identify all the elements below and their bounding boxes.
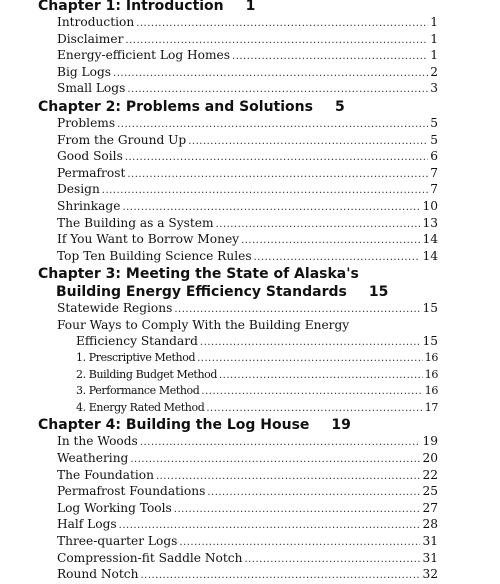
toc-entry-title: Shrinkage — [57, 198, 121, 213]
chapter-heading — [0, 0, 500, 15]
toc-entry — [76, 350, 438, 367]
toc-entry-title: From the Ground Up — [57, 132, 187, 147]
toc-entry-page: 15 — [422, 301, 438, 316]
toc-entry-title: Introduction — [57, 15, 135, 29]
chapter-heading — [0, 99, 500, 116]
dot-leader — [206, 401, 422, 417]
toc-entry-title: 3. Performance Method — [76, 384, 200, 398]
chapter-title: Chapter 2: Problems and Solutions — [38, 98, 313, 115]
toc-entry — [57, 501, 438, 518]
toc-entry — [76, 334, 438, 351]
dot-leader — [219, 368, 423, 384]
dot-leader — [130, 452, 420, 468]
toc-entry-title: 1. Prescriptive Method — [76, 351, 196, 365]
toc-entry-page: 27 — [422, 500, 438, 515]
dot-leader — [136, 16, 428, 32]
toc-entry-page: 16 — [424, 384, 438, 398]
toc-entry-title: Disclaimer — [57, 31, 124, 46]
toc-entry-title: Problems — [57, 115, 116, 130]
toc-entry-page: 19 — [422, 434, 438, 449]
dot-leader — [241, 233, 420, 249]
toc-entry-page: 14 — [422, 248, 438, 263]
toc-entry — [57, 65, 438, 82]
toc-entry-title: Half Logs — [57, 517, 117, 532]
dot-leader — [125, 33, 428, 49]
dot-leader — [127, 167, 428, 183]
chapter-title-line-1: Chapter 3: Meeting the State of Alaska's — [38, 266, 359, 283]
dot-leader — [140, 435, 421, 451]
toc-entry — [57, 434, 438, 451]
dot-leader — [174, 302, 420, 318]
dot-leader — [216, 217, 421, 233]
toc-entry — [76, 367, 438, 384]
toc-entry-page: 1 — [430, 48, 438, 63]
toc-entry — [57, 15, 438, 32]
dot-leader — [201, 384, 422, 400]
toc-entry-title: In the Woods — [57, 434, 138, 449]
toc-entry-page: 13 — [422, 215, 438, 230]
toc-entry — [57, 216, 438, 233]
toc-entry-title: Top Ten Building Science Rules — [57, 248, 252, 263]
chapter-heading-continued — [0, 284, 500, 301]
toc-entry-page: 6 — [430, 149, 438, 164]
toc-entry — [57, 318, 438, 334]
toc-entry — [57, 551, 438, 568]
toc-entry-title: Weathering — [57, 451, 129, 466]
toc-entry — [57, 149, 438, 166]
dot-leader — [117, 117, 428, 133]
toc-entry-page: 2 — [430, 64, 438, 79]
toc-entry — [57, 199, 438, 216]
dot-leader — [119, 518, 421, 534]
chapter-heading — [0, 266, 500, 283]
dot-leader — [127, 82, 428, 98]
toc-entry-title: Log Working Tools — [57, 500, 172, 515]
chapter-page-number: 1 — [245, 0, 256, 14]
chapter-heading — [0, 417, 500, 434]
dot-leader — [200, 335, 421, 351]
toc-entry-title: Statewide Regions — [57, 301, 173, 316]
toc-entry-title: Design — [57, 182, 100, 197]
toc-entry-page: 10 — [422, 198, 438, 213]
toc-entry — [57, 567, 438, 584]
dot-leader — [244, 552, 420, 568]
toc-entry — [57, 249, 438, 266]
toc-entry — [76, 400, 438, 417]
toc-entry-page: 25 — [422, 484, 438, 499]
toc-entry-title: Four Ways to Comply With the Building Energy — [57, 317, 350, 332]
toc-entry — [57, 517, 438, 534]
toc-entry — [57, 116, 438, 133]
toc-entry — [57, 301, 438, 318]
toc-entry-title: If You Want to Borrow Money — [57, 232, 240, 247]
toc-entry-page: 7 — [430, 182, 438, 197]
chapter-page-number: 15 — [368, 284, 389, 301]
chapter-page-number: 5 — [334, 98, 345, 115]
toc-entry-page: 31 — [422, 534, 438, 549]
toc-entry-page: 3 — [430, 81, 438, 96]
toc-entry — [57, 166, 438, 183]
toc-entry-title: Good Soils — [57, 149, 123, 164]
toc-entry-page: 5 — [430, 115, 438, 130]
toc-entry — [57, 484, 438, 501]
toc-entry-page: 20 — [422, 451, 438, 466]
toc-entry-title: The Building as a System — [57, 215, 214, 230]
dot-leader — [174, 502, 421, 518]
toc-entry — [57, 32, 438, 49]
toc-entry-title: Efficiency Standard — [76, 333, 198, 348]
toc-entry-page: 1 — [430, 31, 438, 46]
dot-leader — [179, 535, 420, 551]
toc-entry-title: Permafrost — [57, 165, 126, 180]
toc-entry-page: 32 — [422, 567, 438, 582]
dot-leader — [156, 469, 421, 485]
toc-entry — [57, 182, 438, 199]
toc-entry — [57, 468, 438, 485]
toc-entry-title: Compression-fit Saddle Notch — [57, 550, 243, 565]
dot-leader — [207, 485, 420, 501]
toc-entry-title: Permafrost Foundations — [57, 484, 206, 499]
toc-entry-page: 7 — [430, 165, 438, 180]
toc-entry-page: 5 — [430, 132, 438, 147]
toc-entry-title: 4. Energy Rated Method — [76, 400, 205, 414]
toc-entry — [57, 48, 438, 65]
toc-entry-title: Round Notch — [57, 567, 139, 582]
chapter-title-line-2: Building Energy Efficiency Standards — [56, 284, 347, 301]
dot-leader — [188, 134, 428, 150]
toc-entry-page: 28 — [422, 517, 438, 532]
toc-entry-title: Small Logs — [57, 81, 126, 96]
chapter-title: Chapter 1: Introduction — [38, 0, 224, 14]
toc-entry-page: 1 — [430, 15, 438, 29]
toc-entry-title: The Foundation — [57, 467, 154, 482]
toc-entry-page: 31 — [422, 550, 438, 565]
toc-entry — [76, 383, 438, 400]
dot-leader — [122, 200, 420, 216]
toc-entry-page: 17 — [424, 400, 438, 414]
toc-entry — [57, 133, 438, 150]
toc-entry-page: 16 — [424, 367, 438, 381]
dot-leader — [197, 351, 423, 367]
toc-entry-page: 16 — [424, 351, 438, 365]
toc-entry-page: 22 — [422, 467, 438, 482]
toc-entry-title: Three-quarter Logs — [57, 534, 178, 549]
toc-entry-title: Energy-efficient Log Homes — [57, 48, 231, 63]
toc-entry-title: 2. Building Budget Method — [76, 367, 217, 381]
dot-leader — [113, 66, 428, 82]
toc-entry-page: 14 — [422, 232, 438, 247]
toc-entry — [57, 534, 438, 551]
toc-entry-title: Big Logs — [57, 64, 112, 79]
chapter-page-number: 19 — [331, 417, 351, 434]
toc-entry — [57, 232, 438, 249]
toc-entry — [57, 81, 438, 98]
dot-leader — [232, 49, 428, 65]
dot-leader — [254, 250, 421, 266]
dot-leader — [140, 568, 420, 584]
toc-entry-page: 15 — [422, 333, 438, 348]
chapter-title: Chapter 4: Building the Log House — [38, 417, 310, 434]
dot-leader — [102, 183, 428, 199]
toc-entry — [57, 451, 438, 468]
dot-leader — [125, 150, 428, 166]
